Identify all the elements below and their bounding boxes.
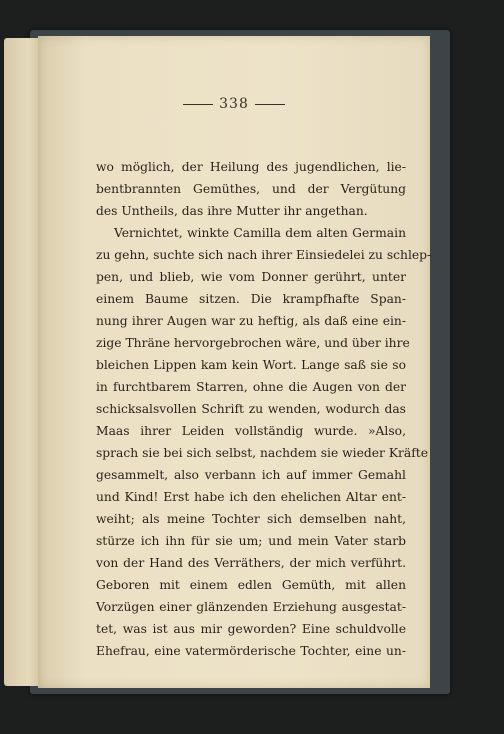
text-line: des Untheils, das ihre Mutter ihr angethan. — [96, 204, 368, 218]
text-line: weiht; als meine Tochter sich demselben naht, — [96, 512, 406, 526]
text-line: tet, was ist aus mir geworden? Eine schuldvolle — [96, 622, 406, 636]
text-line: Ehefrau, eine vatermörderische Tochter, eine un- — [96, 644, 406, 658]
page-header — [38, 96, 430, 112]
text-line: Geboren mit einem edlen Gemüth, mit allen — [96, 578, 406, 592]
text-line: Maas ihrer Leiden vollständig wurde. »Also, — [96, 424, 406, 438]
header-rule-left — [183, 104, 213, 105]
text-line: gesammelt, also verbann ich auf immer Gemahl — [96, 468, 406, 482]
book-page — [38, 36, 430, 688]
text-line: zige Thräne hervorgebrochen wäre, und über ihre — [96, 336, 410, 350]
text-line: bleichen Lippen kam kein Wort. Lange saß sie so — [96, 358, 406, 372]
text-line: und Kind! Erst habe ich den ehelichen Altar ent- — [96, 490, 406, 504]
page-number: 338 — [219, 96, 249, 112]
header-rule-right — [255, 104, 285, 105]
text-line: von der Hand des Verräthers, der mich verführt. — [96, 556, 406, 570]
text-line: schicksalsvollen Schrift zu wenden, wodurch das — [96, 402, 406, 416]
text-line: pen, und blieb, wie vom Donner gerührt, unter — [96, 270, 406, 284]
text-line: Vorzügen einer glänzenden Erziehung ausgestat- — [96, 600, 406, 614]
text-line: Vernichtet, winkte Camilla dem alten Germain — [114, 226, 406, 240]
text-line: nung ihrer Augen war zu heftig, als daß eine ein- — [96, 314, 406, 328]
text-line: bentbrannten Gemüthes, und der Vergütung — [96, 182, 406, 196]
text-line: in furchtbarem Starren, ohne die Augen von der — [96, 380, 406, 394]
text-line: zu gehn, suchte sich nach ihrer Einsiedelei zu schlep- — [96, 248, 432, 262]
text-line: wo möglich, der Heilung des jugendlichen, lie- — [96, 160, 406, 174]
text-line: sprach sie bei sich selbst, nachdem sie wieder Kräfte — [96, 446, 428, 460]
page-body-text — [96, 156, 432, 662]
text-line: einem Baume sitzen. Die krampfhafte Span- — [96, 292, 406, 306]
text-line: stürze ich ihn für sie um; und mein Vater starb — [96, 534, 406, 548]
